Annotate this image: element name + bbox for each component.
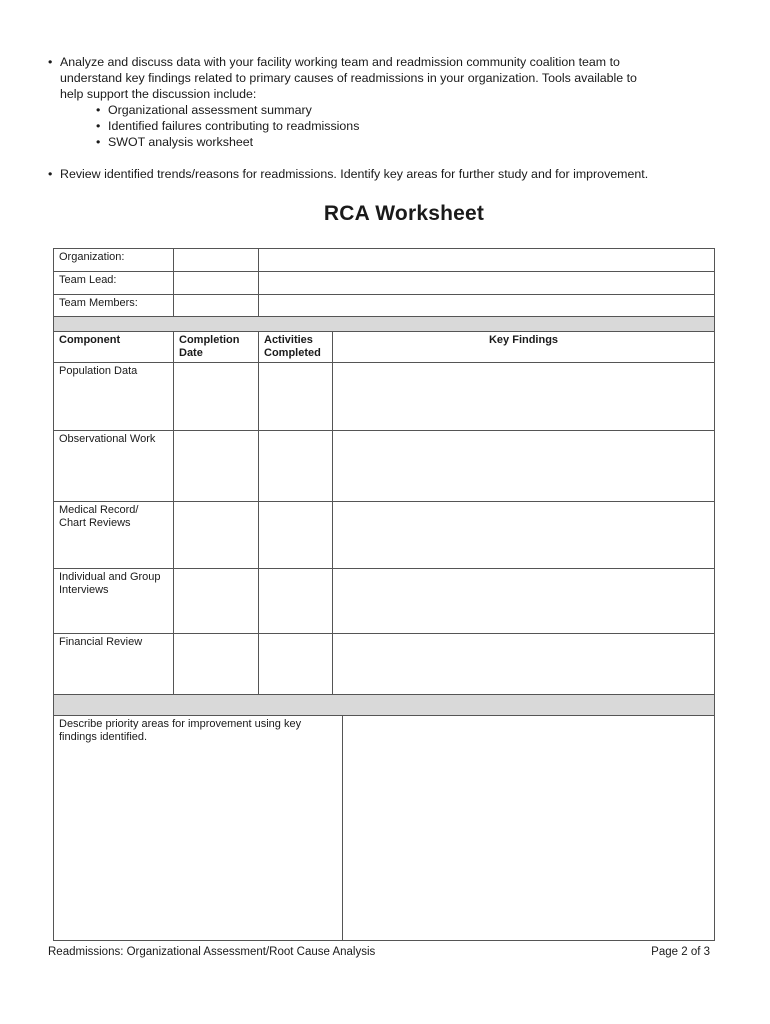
organization-input-1[interactable] xyxy=(174,249,259,272)
bullet-glyph: • xyxy=(48,167,53,181)
tools-list-item-label: Organizational assessment summary xyxy=(108,103,312,117)
activities-completed-input[interactable] xyxy=(259,634,333,695)
bullet-line: Review identified trends/reasons for readmissions. Identify key areas for further study and for improvement. xyxy=(60,167,649,181)
team-lead-label: Team Lead: xyxy=(54,272,174,295)
team-lead-input-2[interactable] xyxy=(259,272,715,295)
completion-date-input[interactable] xyxy=(174,502,259,569)
activities-completed-input[interactable] xyxy=(259,569,333,634)
bullet-line: help support the discussion include: xyxy=(60,87,257,101)
team-members-label: Team Members: xyxy=(54,295,174,317)
completion-date-input[interactable] xyxy=(174,431,259,502)
header-component: Component xyxy=(54,332,174,363)
shaded-divider xyxy=(54,695,715,716)
worksheet-title: RCA Worksheet xyxy=(323,202,485,225)
component-row xyxy=(54,634,715,695)
header-completion-date: Completion Date xyxy=(174,332,259,363)
component-row xyxy=(54,569,715,634)
bullet-glyph: • xyxy=(48,55,53,69)
key-findings-input[interactable] xyxy=(333,502,715,569)
priority-row xyxy=(54,716,715,941)
header-activities-completed: Activities Completed xyxy=(259,332,333,363)
completion-date-input[interactable] xyxy=(174,634,259,695)
key-findings-input[interactable] xyxy=(333,431,715,502)
bullet-glyph: • xyxy=(96,103,101,117)
info-row-organization xyxy=(54,249,715,272)
page-number: Page 2 of 3 xyxy=(651,946,710,958)
page-footer xyxy=(48,946,710,958)
header-key-findings: Key Findings xyxy=(333,332,715,363)
tools-list-item xyxy=(96,102,728,118)
tools-list-item xyxy=(96,134,728,150)
organization-label: Organization: xyxy=(54,249,174,272)
shaded-divider xyxy=(54,317,715,332)
bullet-analyze xyxy=(48,54,728,150)
component-row xyxy=(54,502,715,569)
divider-cell xyxy=(54,317,715,332)
bullet-glyph: • xyxy=(96,119,101,133)
team-members-input-2[interactable] xyxy=(259,295,715,317)
component-label: Financial Review xyxy=(54,634,174,695)
rca-worksheet-table xyxy=(53,248,715,941)
organization-input-2[interactable] xyxy=(259,249,715,272)
priority-areas-input[interactable] xyxy=(343,716,715,941)
footer-title: Readmissions: Organizational Assessment/Root Cause Analysis xyxy=(48,946,376,958)
column-header-row xyxy=(54,332,715,363)
instructions xyxy=(48,54,728,182)
info-row-team-members xyxy=(54,295,715,317)
info-row-team-lead xyxy=(54,272,715,295)
priority-prompt: Describe priority areas for improvement using key findings identified. xyxy=(54,716,343,941)
bullet-glyph: • xyxy=(96,135,101,149)
divider-cell xyxy=(54,695,715,716)
key-findings-input[interactable] xyxy=(333,569,715,634)
activities-completed-input[interactable] xyxy=(259,363,333,431)
bullet-line: Analyze and discuss data with your facility working team and readmission community coalition team to xyxy=(60,55,620,69)
tools-list-item-label: SWOT analysis worksheet xyxy=(108,135,254,149)
team-lead-input-1[interactable] xyxy=(174,272,259,295)
component-row xyxy=(54,431,715,502)
completion-date-input[interactable] xyxy=(174,569,259,634)
tools-list-item xyxy=(96,118,728,134)
component-label: Medical Record/ Chart Reviews xyxy=(54,502,174,569)
key-findings-input[interactable] xyxy=(333,634,715,695)
tools-list xyxy=(96,102,728,150)
bullet-line: understand key findings related to primary causes of readmissions in your organization. Tools available to xyxy=(60,71,637,85)
activities-completed-input[interactable] xyxy=(259,502,333,569)
bullet-review xyxy=(48,166,728,182)
completion-date-input[interactable] xyxy=(174,363,259,431)
component-label: Individual and Group Interviews xyxy=(54,569,174,634)
tools-list-item-label: Identified failures contributing to readmissions xyxy=(108,119,360,133)
activities-completed-input[interactable] xyxy=(259,431,333,502)
team-members-input-1[interactable] xyxy=(174,295,259,317)
component-label: Population Data xyxy=(54,363,174,431)
component-row xyxy=(54,363,715,431)
component-label: Observational Work xyxy=(54,431,174,502)
key-findings-input[interactable] xyxy=(333,363,715,431)
